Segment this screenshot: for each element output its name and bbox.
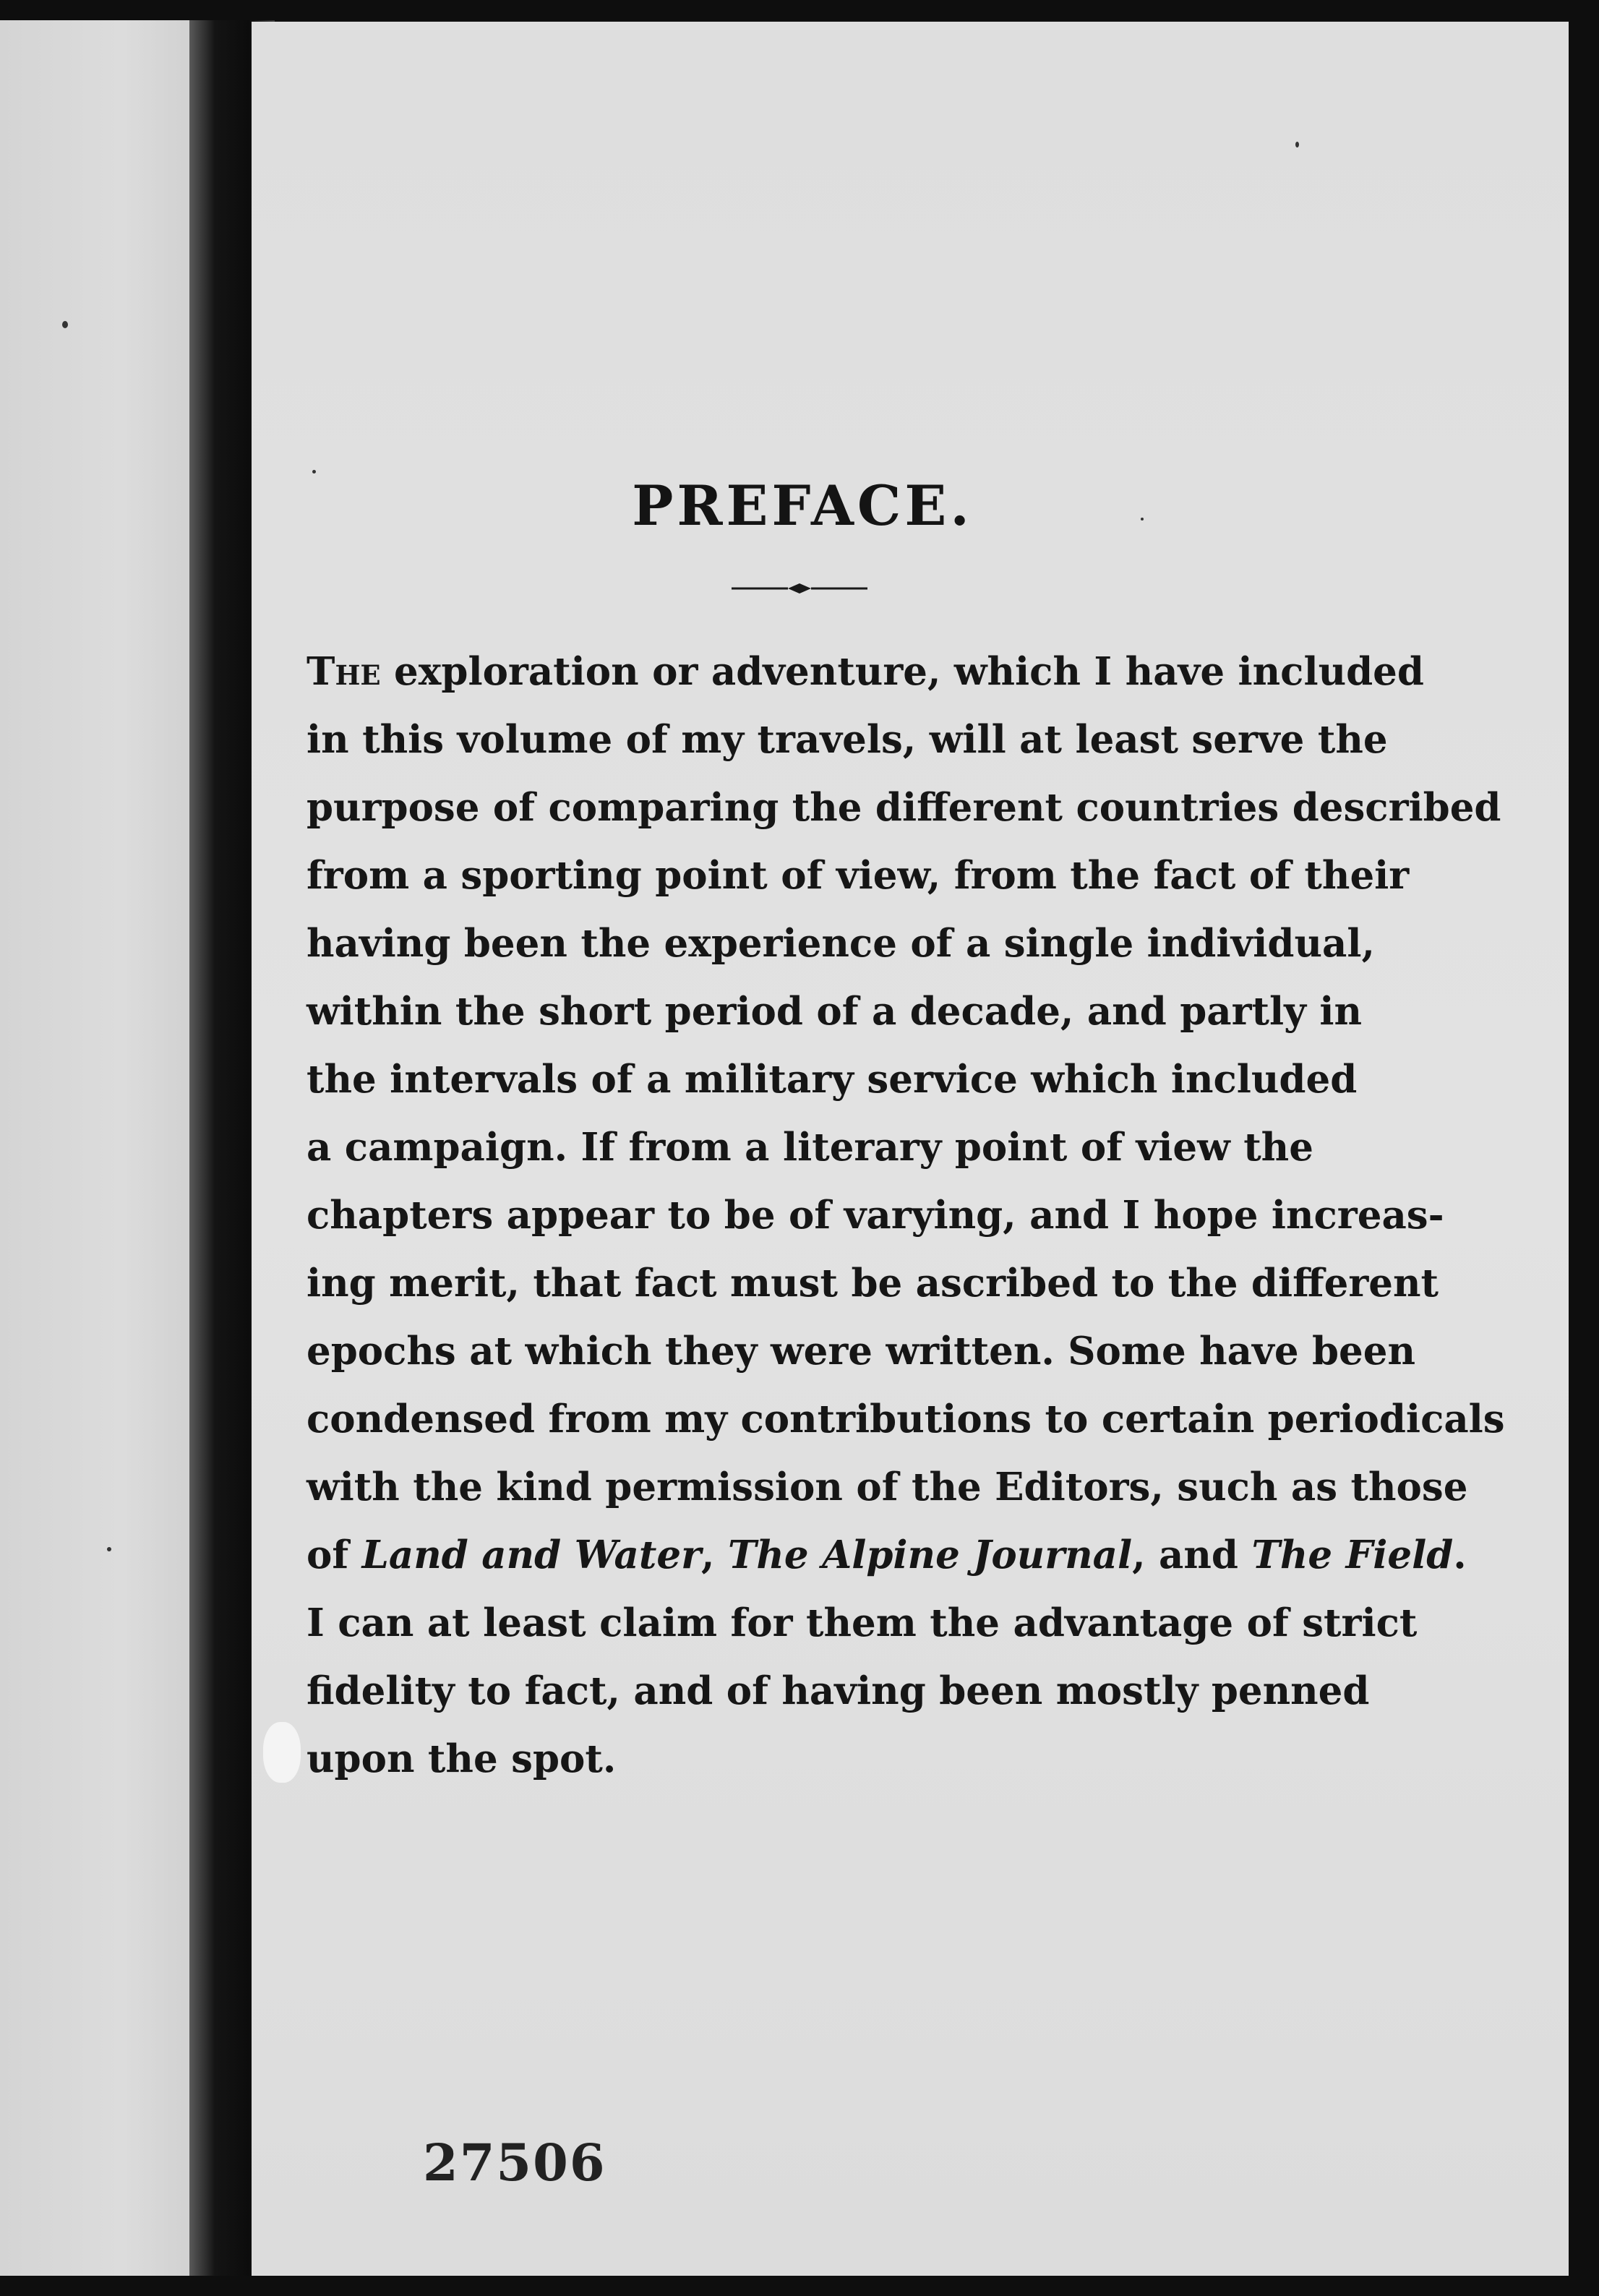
journal-title-alpine-journal: The Alpine Journal bbox=[727, 1533, 1133, 1577]
text-line: having been the experience of a single individual, bbox=[306, 921, 1375, 966]
dust-speck bbox=[1141, 518, 1144, 521]
text-line: chapters appear to be of varying, and I hope increas- bbox=[306, 1193, 1444, 1238]
line-part: of bbox=[306, 1533, 362, 1577]
journal-title-the-field: The Field bbox=[1251, 1533, 1454, 1577]
ornament-rule bbox=[732, 581, 867, 596]
paper-damage-spot bbox=[263, 1722, 301, 1783]
library-stamp-number: 27506 bbox=[423, 2133, 606, 2193]
scan-top-border bbox=[0, 0, 1599, 22]
text-line bbox=[306, 1521, 1467, 1589]
line-part: , bbox=[701, 1533, 728, 1577]
scan-bottom-border bbox=[0, 2276, 1599, 2296]
dust-speck bbox=[107, 1547, 111, 1551]
text-line: ing merit, that fact must be ascribed to the different bbox=[306, 1261, 1439, 1306]
preface-paragraph bbox=[306, 638, 1505, 1793]
text-line: from a sporting point of view, from the fact of their bbox=[306, 853, 1410, 898]
text-line bbox=[306, 638, 1424, 706]
dust-speck bbox=[62, 321, 68, 328]
journal-title-land-and-water: Land and Water bbox=[361, 1533, 702, 1577]
text-line: epochs at which they were written. Some have been bbox=[306, 1329, 1416, 1374]
text-line: the intervals of a military service which included bbox=[306, 1057, 1358, 1102]
line-rest: exploration or adventure, which I have included bbox=[380, 649, 1424, 694]
dust-speck bbox=[1295, 142, 1299, 147]
dust-speck bbox=[312, 470, 316, 474]
text-line: upon the spot. bbox=[306, 1736, 617, 1781]
scan-right-border bbox=[1569, 0, 1599, 2296]
text-line: fidelity to fact, and of having been mostly penned bbox=[306, 1669, 1370, 1713]
text-line: a campaign. If from a literary point of view the bbox=[306, 1125, 1313, 1170]
text-line: condensed from my contributions to certain periodicals bbox=[306, 1397, 1505, 1442]
line-part: , and bbox=[1132, 1533, 1252, 1577]
text-line: in this volume of my travels, will at least serve the bbox=[306, 717, 1388, 762]
page-title: PREFACE. bbox=[632, 474, 973, 538]
text-line: purpose of comparing the different countries described bbox=[306, 785, 1501, 830]
text-line: within the short period of a decade, and partly in bbox=[306, 989, 1363, 1034]
text-line: I can at least claim for them the advantage of strict bbox=[306, 1601, 1418, 1645]
lead-word: The bbox=[306, 649, 381, 694]
line-part: . bbox=[1453, 1533, 1467, 1577]
text-line: with the kind permission of the Editors, such as those bbox=[306, 1465, 1468, 1509]
facing-page-edge bbox=[0, 20, 204, 2276]
